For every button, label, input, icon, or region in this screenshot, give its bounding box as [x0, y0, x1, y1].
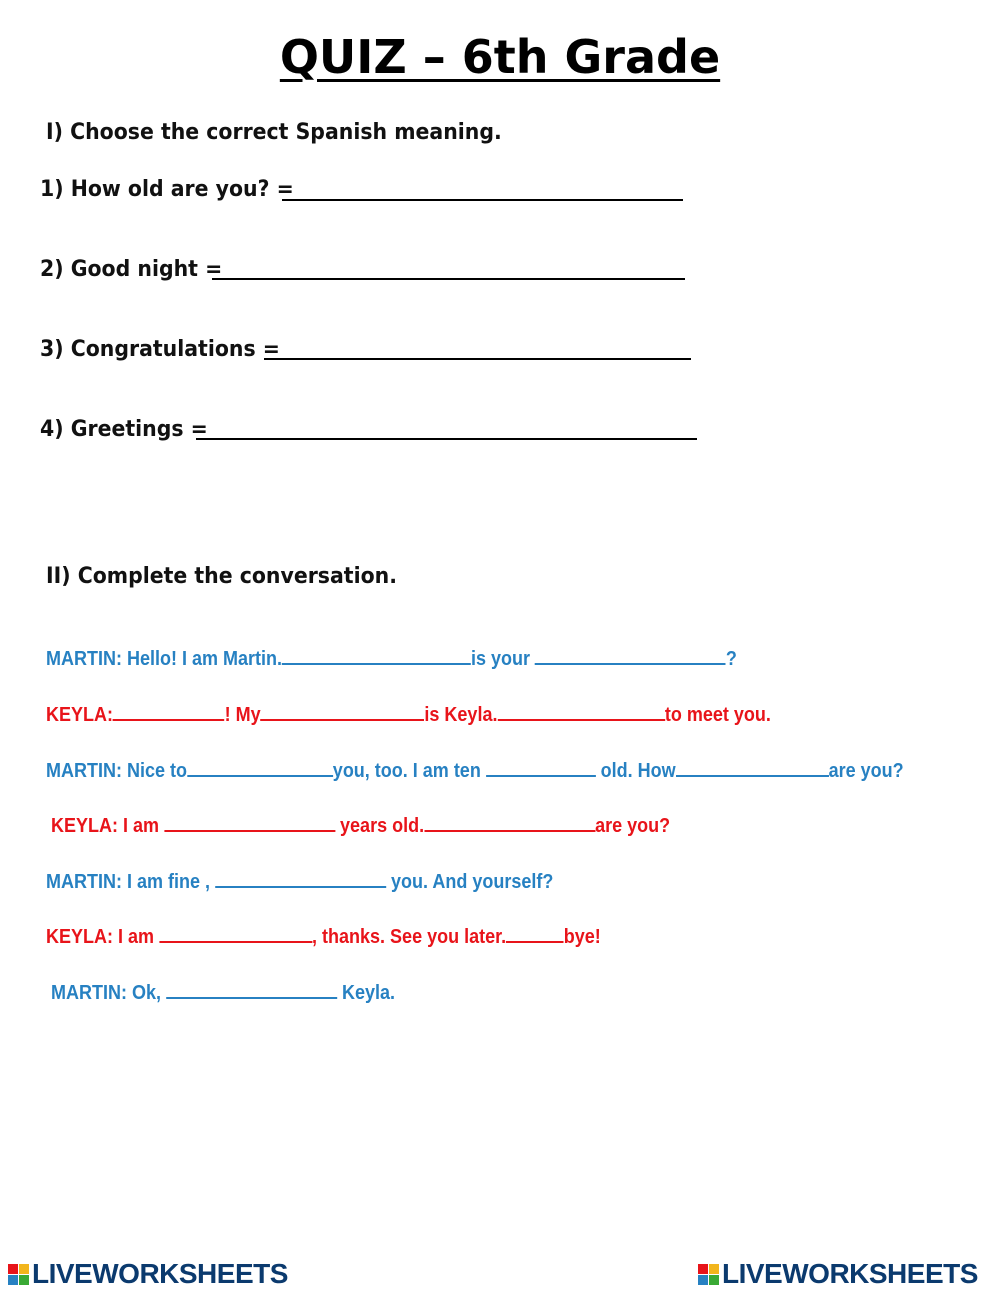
line-4-text-a: KEYLA: I am — [51, 815, 160, 837]
line-4-blank-2[interactable] — [424, 812, 595, 832]
question-1 — [40, 170, 313, 202]
line-3-text-c: old. How — [600, 760, 676, 782]
question-3-text: 3) Congratulations = — [40, 337, 280, 362]
line-4-blank-1[interactable] — [164, 812, 335, 832]
line-1-text-a: MARTIN: Hello! I am Martin. — [46, 648, 283, 670]
question-1-text: 1) How old are you? = — [40, 177, 294, 202]
conversation-line-4 — [51, 812, 670, 838]
line-6-blank-1[interactable] — [159, 923, 312, 943]
liveworksheets-logo-left — [8, 1258, 288, 1290]
line-6-blank-2[interactable] — [506, 923, 564, 943]
conversation-line-6 — [46, 923, 601, 949]
line-2-text-a: KEYLA: — [46, 704, 114, 726]
line-2-text-d: to meet you. — [664, 704, 771, 726]
line-2-blank-1[interactable] — [113, 701, 225, 721]
section-2-heading: II) Complete the conversation. — [46, 564, 397, 589]
line-1-text-c: ? — [725, 648, 737, 670]
line-4-text-c: are you? — [595, 815, 671, 837]
line-6-text-b: , thanks. See you later. — [312, 926, 507, 948]
question-3 — [40, 330, 298, 362]
question-4-text: 4) Greetings = — [40, 417, 208, 442]
line-3-blank-3[interactable] — [676, 757, 829, 777]
answer-1-input[interactable] — [282, 175, 683, 201]
line-5-blank-1[interactable] — [215, 868, 386, 888]
quiz-title: QUIZ – 6th Grade — [279, 30, 721, 84]
liveworksheets-mark-icon — [8, 1264, 29, 1285]
line-3-blank-2[interactable] — [486, 757, 596, 777]
line-3-text-a: MARTIN: Nice to — [46, 760, 188, 782]
line-6-text-c: bye! — [563, 926, 601, 948]
question-2-text: 2) Good night = — [40, 257, 223, 282]
line-3-text-d: are you? — [828, 760, 904, 782]
line-6-text-a: KEYLA: I am — [46, 926, 155, 948]
line-3-text-b: you, too. I am ten — [332, 760, 481, 782]
line-7-text-a: MARTIN: Ok, — [51, 982, 161, 1004]
line-3-blank-1[interactable] — [187, 757, 333, 777]
logo-right-text: LIVEWORKSHEETS — [722, 1258, 978, 1289]
question-4 — [40, 410, 220, 442]
section-1-heading: I) Choose the correct Spanish meaning. — [46, 120, 502, 145]
line-7-blank-1[interactable] — [166, 979, 337, 999]
conversation-line-2 — [46, 701, 771, 727]
line-1-text-b: is your — [471, 648, 531, 670]
line-1-blank-2[interactable] — [535, 645, 726, 665]
question-2 — [40, 250, 236, 282]
line-1-blank-1[interactable] — [282, 645, 471, 665]
line-4-text-b: years old. — [340, 815, 425, 837]
conversation-line-3 — [46, 757, 904, 783]
line-5-text-b: you. And yourself? — [391, 871, 554, 893]
answer-4-input[interactable] — [196, 414, 697, 440]
line-2-text-b: ! My — [224, 704, 261, 726]
line-2-blank-2[interactable] — [261, 701, 425, 721]
line-5-text-a: MARTIN: I am fine , — [46, 871, 211, 893]
answer-2-input[interactable] — [212, 254, 685, 280]
line-2-blank-3[interactable] — [497, 701, 664, 721]
liveworksheets-logo-right — [698, 1258, 978, 1290]
liveworksheets-mark-icon — [698, 1264, 719, 1285]
conversation-line-7 — [51, 979, 395, 1005]
logo-left-text: LIVEWORKSHEETS — [32, 1258, 288, 1289]
conversation-line-1 — [46, 645, 737, 671]
line-7-text-b: Keyla. — [342, 982, 396, 1004]
line-2-text-c: is Keyla. — [424, 704, 498, 726]
conversation-line-5 — [46, 868, 553, 894]
answer-3-input[interactable] — [264, 334, 691, 360]
